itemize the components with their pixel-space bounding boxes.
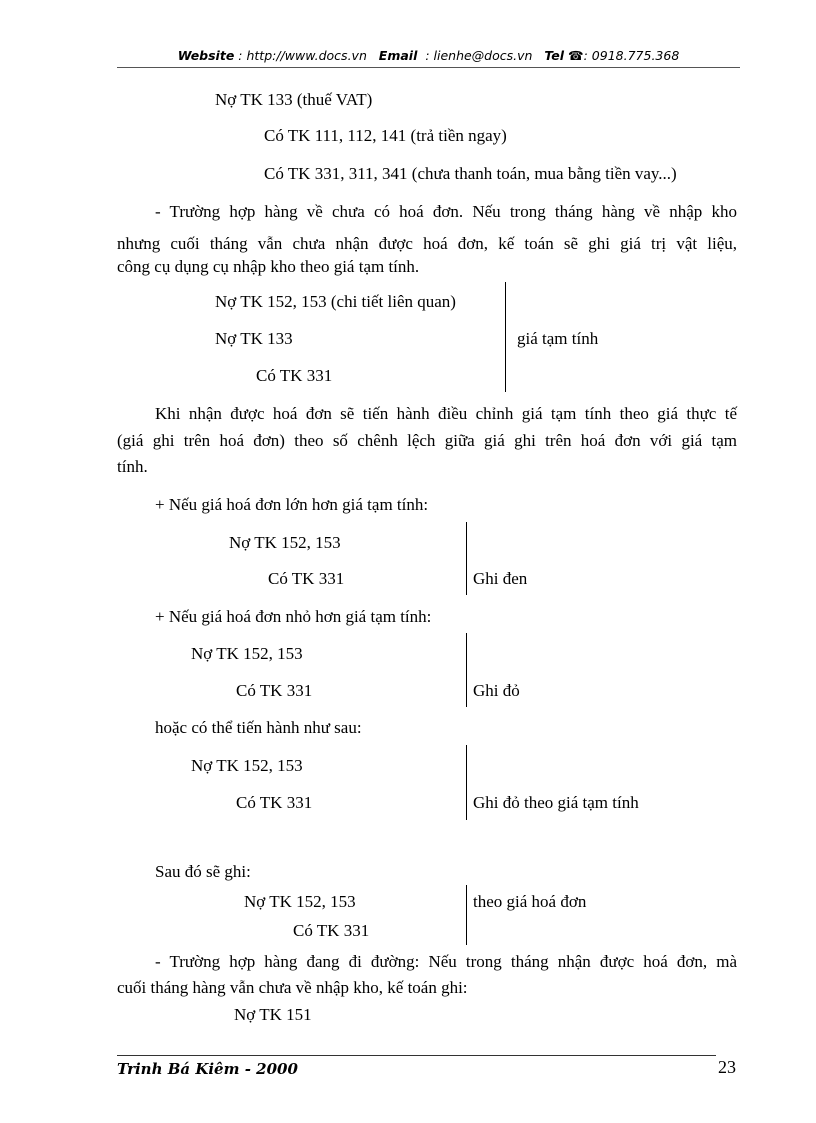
case-line: + Nếu giá hoá đơn nhỏ hơn giá tạm tính: <box>155 607 432 626</box>
entry-line: Nợ TK 151 <box>234 1005 312 1024</box>
header-rule <box>117 67 740 68</box>
paragraph-line: công cụ dụng cụ nhập kho theo giá tạm tính. <box>117 257 420 276</box>
entry-note: Ghi đỏ theo giá tạm tính <box>473 793 639 812</box>
entry-note: giá tạm tính <box>517 329 599 348</box>
entry-note: Ghi đen <box>473 569 528 588</box>
entry-line: Có TK 331 <box>236 793 313 812</box>
website-url: : http://www.docs.vn <box>238 48 367 63</box>
case-line: + Nếu giá hoá đơn lớn hơn giá tạm tính: <box>155 495 429 514</box>
entry-line: Có TK 111, 112, 141 (trả tiền ngay) <box>264 126 507 145</box>
paragraph-line: - Trường hợp hàng về chưa có hoá đơn. Nếu trong tháng hàng về nhập kho <box>155 202 737 221</box>
paragraph-line: Khi nhận được hoá đơn sẽ tiến hành điều chỉnh giá tạm tính theo giá thực tế <box>155 404 737 423</box>
case-line: Sau đó sẽ ghi: <box>155 862 251 881</box>
entry-line: Nợ TK 133 <box>215 329 293 348</box>
entry-line: Có TK 331, 311, 341 (chưa thanh toán, mua bằng tiền vay...) <box>264 164 677 183</box>
paragraph-line: tính. <box>117 457 148 476</box>
email-label: Email <box>378 48 418 63</box>
entry-line: Có TK 331 <box>236 681 313 700</box>
tel-label: Tel <box>544 48 565 63</box>
bracket-line <box>466 522 467 595</box>
case-line: hoặc có thể tiến hành như sau: <box>155 718 362 737</box>
bracket-line <box>505 282 506 392</box>
phone-icon: ☎ <box>568 48 584 63</box>
paragraph-line: (giá ghi trên hoá đơn) theo số chênh lệch giữa giá ghi trên hoá đơn với giá tạm <box>117 431 737 450</box>
entry-line: Có TK 331 <box>256 366 333 385</box>
footer-author: Trinh Bá Kiêm - 2000 <box>117 1060 298 1078</box>
entry-line: Nợ TK 152, 153 <box>191 756 303 775</box>
entry-line: Có TK 331 <box>293 921 370 940</box>
paragraph-line: - Trường hợp hàng đang đi đường: Nếu trong tháng nhận được hoá đơn, mà <box>155 952 737 971</box>
entry-line: Có TK 331 <box>268 569 345 588</box>
entry-line: Nợ TK 152, 153 (chi tiết liên quan) <box>215 292 456 311</box>
entry-note: Ghi đỏ <box>473 681 520 700</box>
bracket-line <box>466 745 467 820</box>
bracket-line <box>466 885 467 945</box>
email-address: : lienhe@docs.vn <box>425 48 533 63</box>
page-number: 23 <box>718 1057 736 1077</box>
website-label: Website <box>177 48 235 63</box>
entry-line: Nợ TK 152, 153 <box>244 892 356 911</box>
tel-number: : 0918.775.368 <box>583 48 680 63</box>
paragraph-line: cuối tháng hàng vẫn chưa về nhập kho, kế toán ghi: <box>117 978 468 997</box>
entry-line: Nợ TK 152, 153 <box>229 533 341 552</box>
bracket-line <box>466 633 467 707</box>
entry-line: Nợ TK 152, 153 <box>191 644 303 663</box>
paragraph-line: nhưng cuối tháng vẫn chưa nhận được hoá đơn, kế toán sẽ ghi giá trị vật liệu, <box>117 234 737 253</box>
entry-note: theo giá hoá đơn <box>473 892 587 911</box>
page-header <box>117 48 740 63</box>
entry-line: Nợ TK 133 (thuế VAT) <box>215 90 373 109</box>
footer-rule <box>117 1055 716 1056</box>
